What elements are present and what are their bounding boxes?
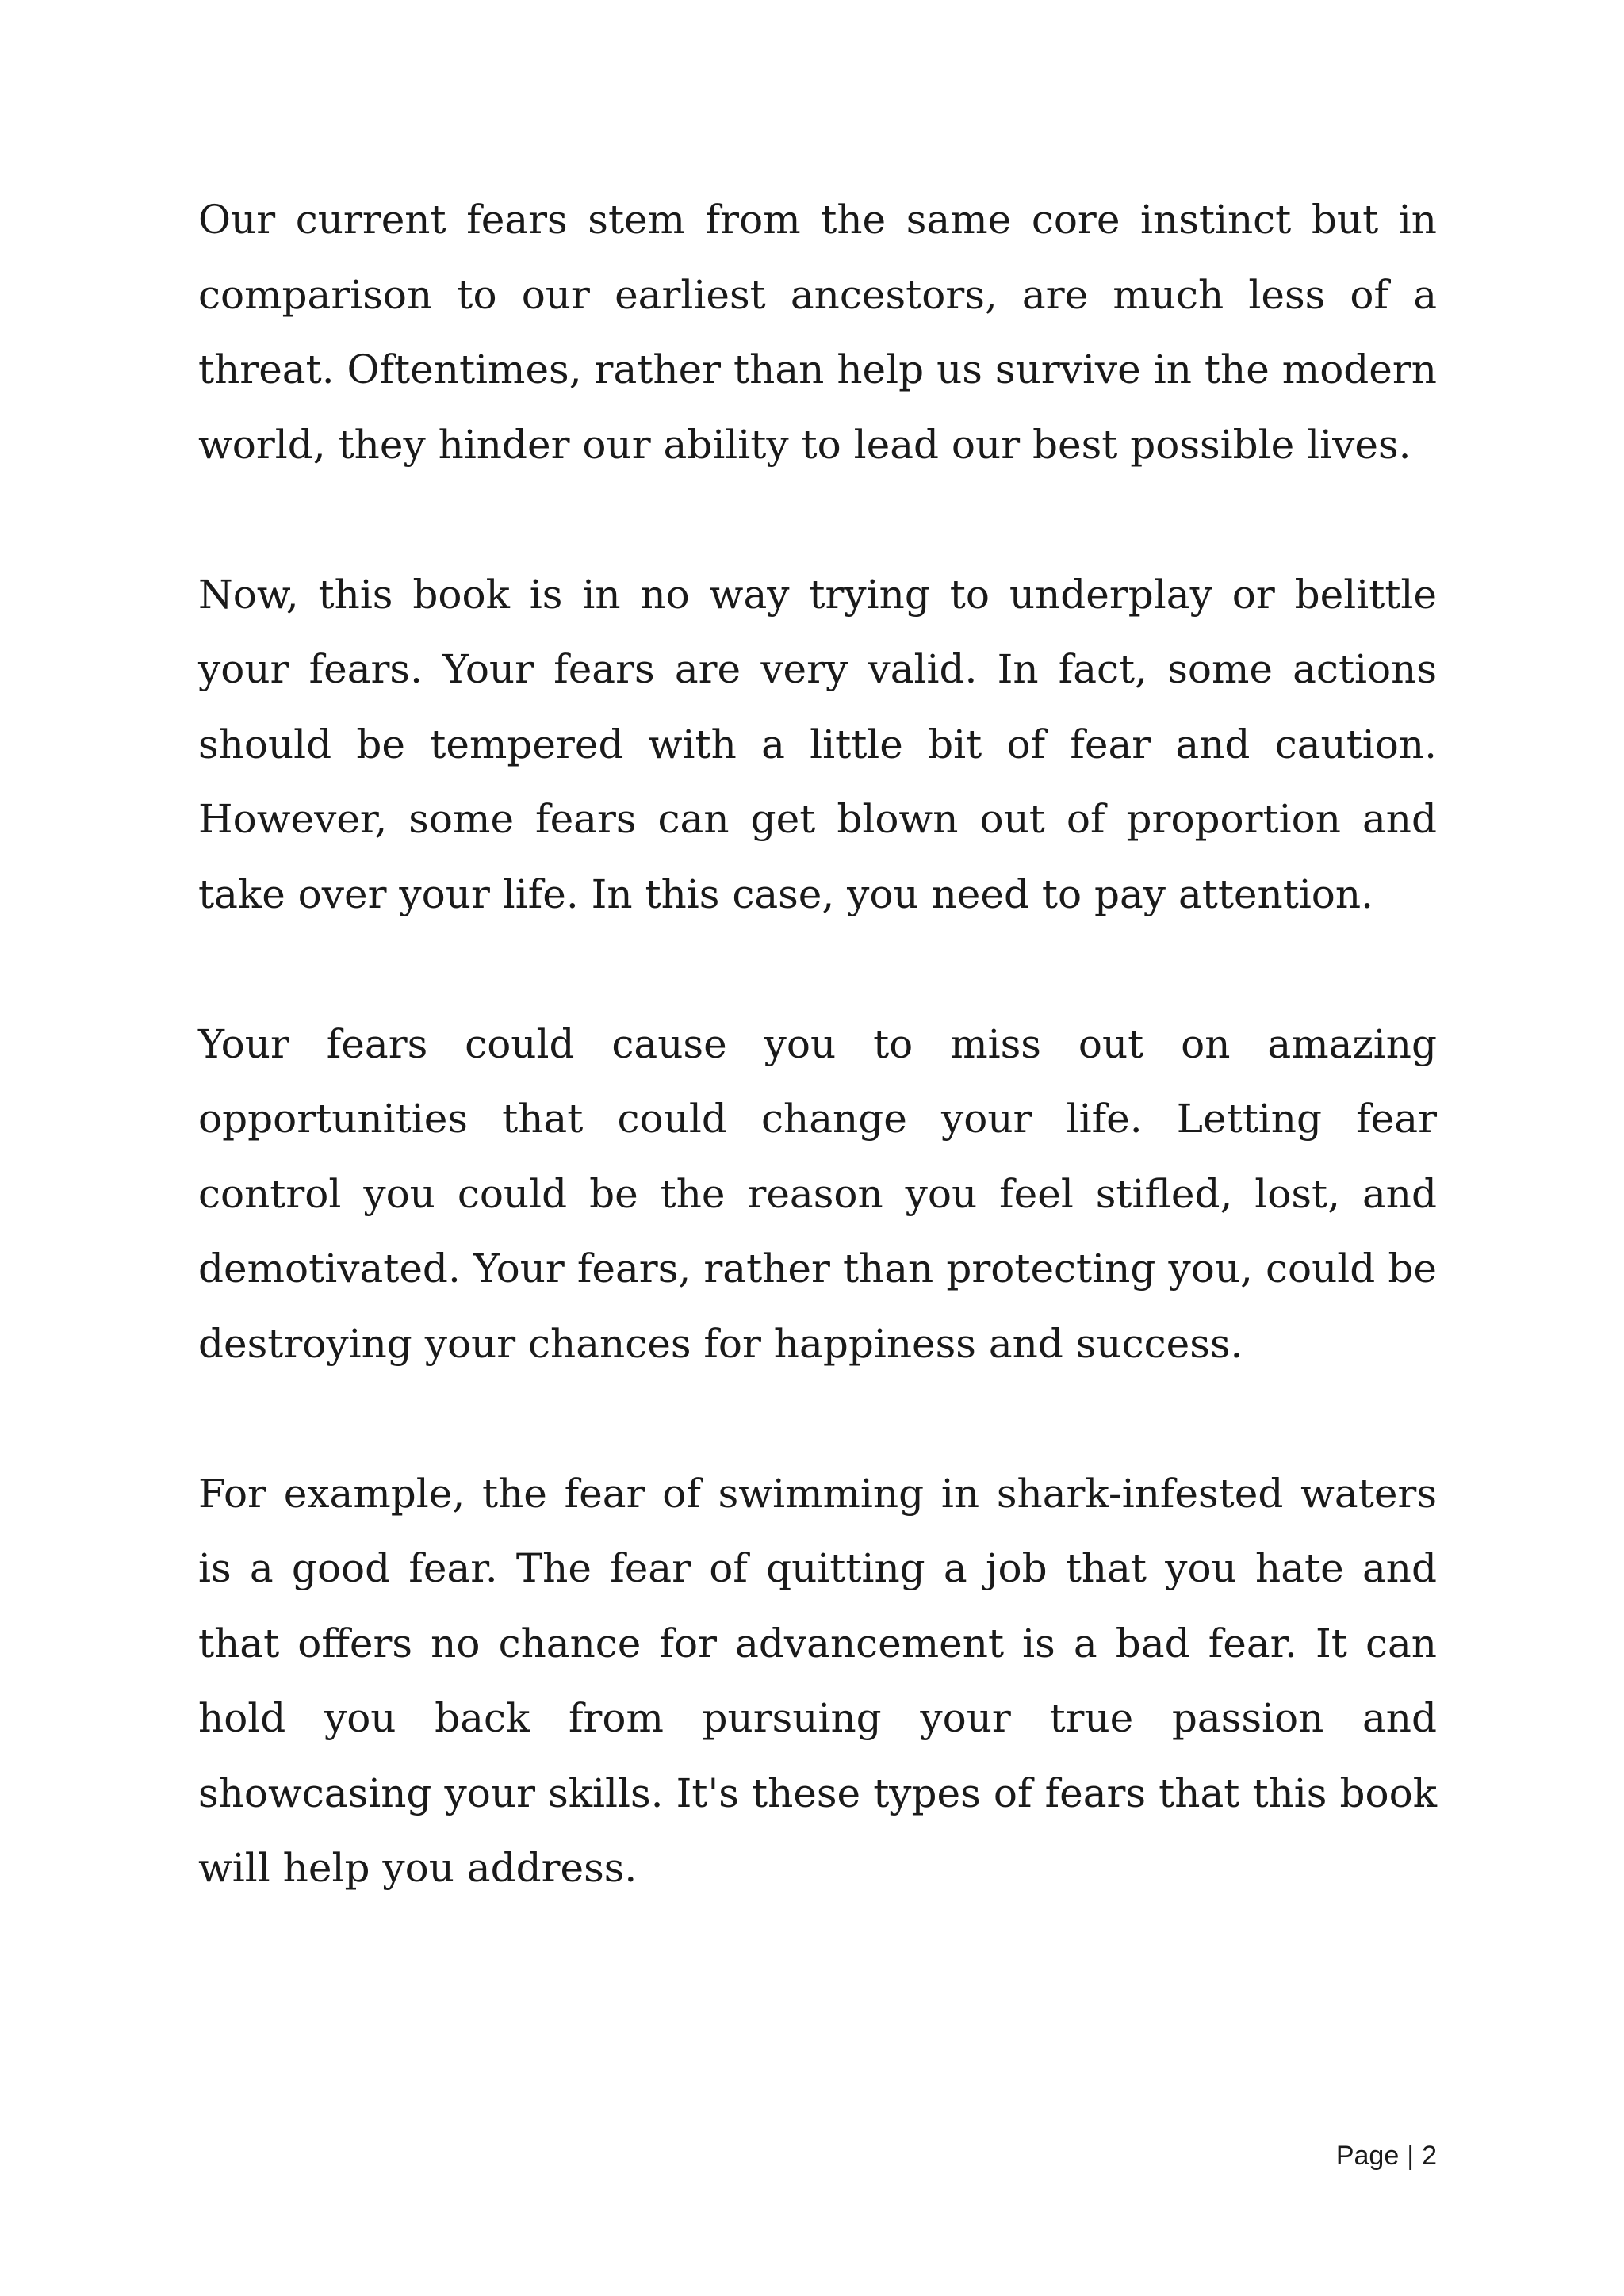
- page-separator: |: [1407, 2141, 1415, 2171]
- paragraph-2: Now, this book is in no way trying to underplay or belittle your fears. Your fears are very valid. In fact, some actions should be tempered with a little bit of fear and caution. However, some fears can get blown out of proportion and take over your life. In this case, you need to pay attention.: [198, 571, 1437, 917]
- page-label: Page: [1335, 2141, 1400, 2171]
- paragraph-1: Our current fears stem from the same core instinct but in comparison to our earliest ancestors, are much less of a threat. Oftentimes, rather than help us survive in the modern world, they hinder our ability to lead our best possible lives.: [198, 197, 1437, 468]
- page-number: 2: [1422, 2141, 1437, 2171]
- paragraph-4: For example, the fear of swimming in shark-infested waters is a good fear. The fear of quitting a job that you hate and that offers no chance for advancement is a bad fear. It can hold you back from pursuing your true passion and showcasing your skills. It's these types of fears that this book will help you address.: [198, 1470, 1437, 1891]
- body-text: [198, 182, 1437, 1980]
- page-footer: [1336, 2141, 1437, 2172]
- paragraph-3: Your fears could cause you to miss out on amazing opportunities that could change your life. Letting fear control you could be the reason you feel stifled, lost, and demotivated. Your fears, rather than protecting you, could be destroying your chances for happiness and success.: [198, 1020, 1437, 1367]
